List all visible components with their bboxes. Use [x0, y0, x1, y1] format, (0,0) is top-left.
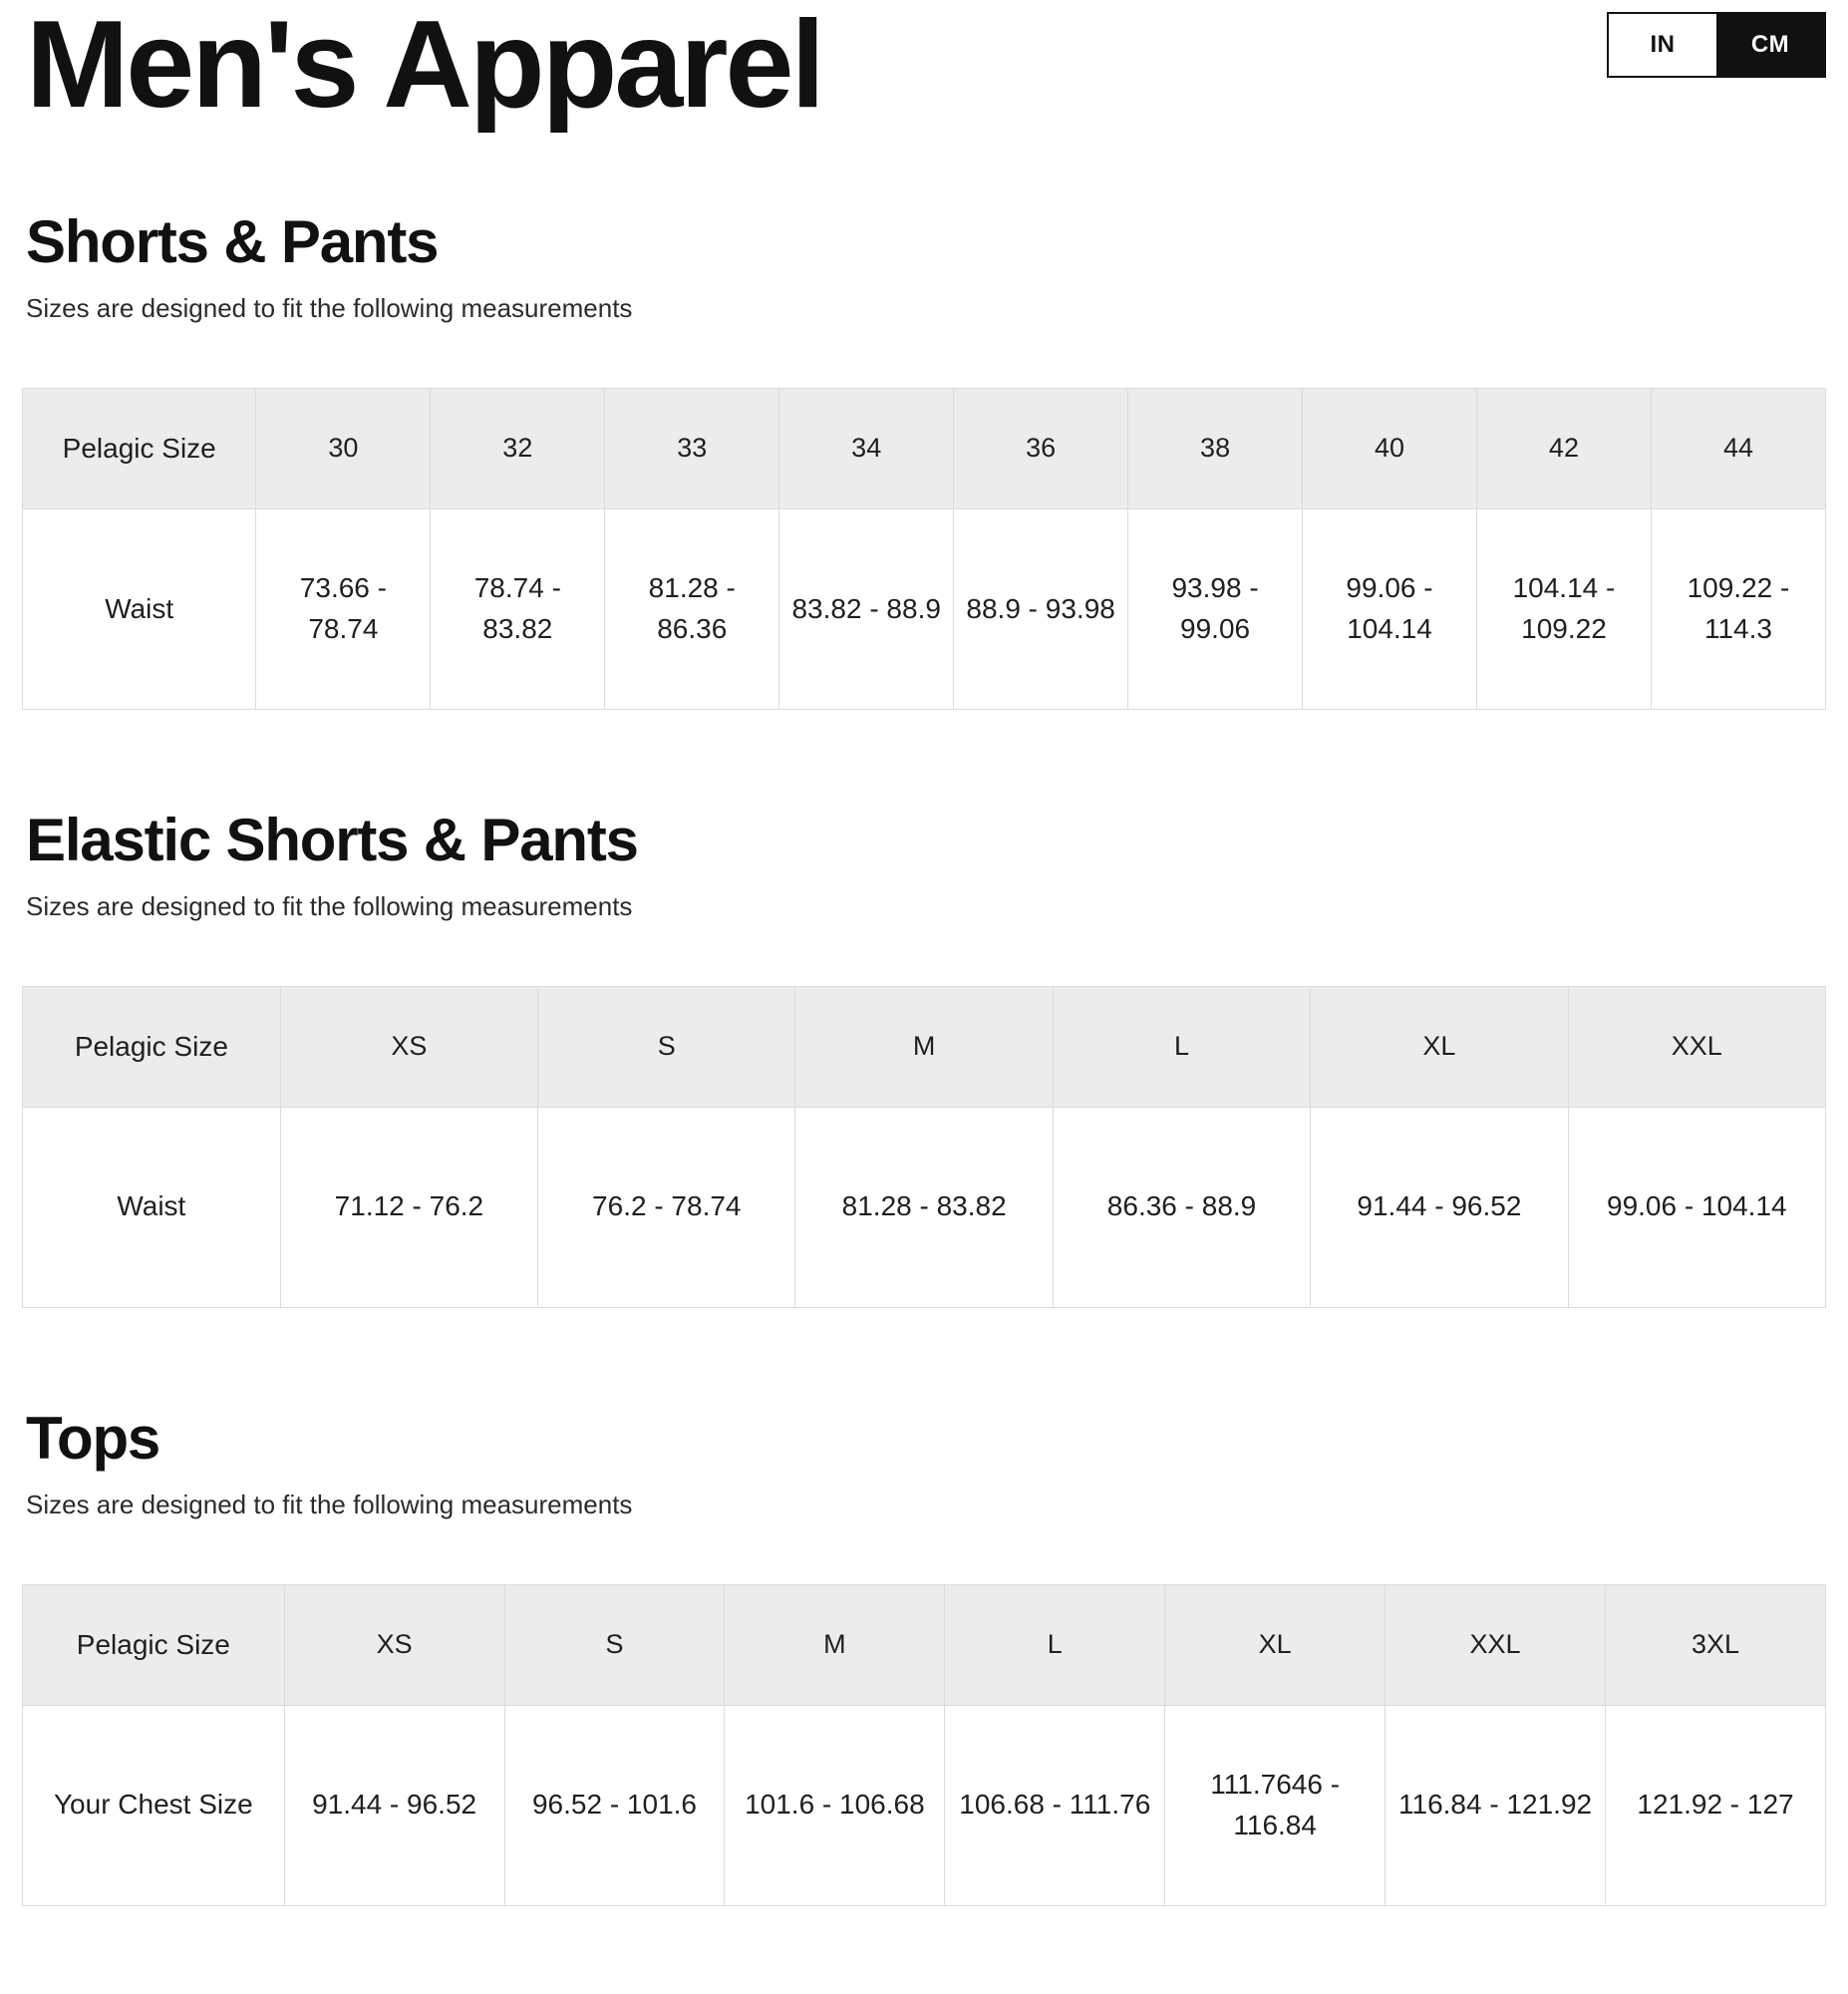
column-header-44: 44	[1651, 388, 1825, 508]
section-title: Elastic Shorts & Pants	[26, 806, 638, 873]
table-cell: 76.2 - 78.74	[538, 1107, 795, 1307]
table-cell: 116.84 - 121.92	[1386, 1705, 1606, 1905]
table-cell: 106.68 - 111.76	[945, 1705, 1165, 1905]
column-header-xs: XS	[280, 986, 537, 1107]
table-cell: 111.7646 - 116.84	[1165, 1705, 1386, 1905]
column-header-30: 30	[256, 388, 431, 508]
table-cell: 73.66 - 78.74	[256, 508, 431, 709]
unit-toggle[interactable]	[1607, 12, 1826, 78]
spacer	[22, 1308, 1826, 1404]
column-header-size-label: Pelagic Size	[23, 1584, 285, 1705]
column-header-42: 42	[1476, 388, 1651, 508]
table-cell: 83.82 - 88.9	[779, 508, 954, 709]
column-header-xxl: XXL	[1568, 986, 1825, 1107]
table-cell: 81.28 - 83.82	[795, 1107, 1053, 1307]
table-row	[23, 1107, 1826, 1307]
size-table-shorts-and-pants	[22, 388, 1826, 710]
section-subtitle: Sizes are designed to fit the following measurements	[26, 890, 633, 921]
column-header-size-label: Pelagic Size	[23, 388, 256, 508]
column-header-m: M	[795, 986, 1053, 1107]
row-label-waist: Waist	[23, 1107, 281, 1307]
table-cell: 121.92 - 127	[1606, 1705, 1826, 1905]
table-cell: 81.28 - 86.36	[605, 508, 779, 709]
table-cell: 99.06 - 104.14	[1303, 508, 1477, 709]
column-header-xs: XS	[284, 1584, 504, 1705]
column-header-m: M	[725, 1584, 945, 1705]
section-tops	[22, 1404, 1826, 1906]
table-row	[23, 1705, 1826, 1905]
table-row	[23, 508, 1826, 709]
spacer	[22, 924, 1826, 986]
section-title: Shorts & Pants	[26, 208, 439, 276]
table-cell: 101.6 - 106.68	[725, 1705, 945, 1905]
spacer	[22, 710, 1826, 806]
spacer	[22, 326, 1826, 388]
table-cell: 71.12 - 76.2	[280, 1107, 537, 1307]
column-header-s: S	[504, 1584, 725, 1705]
column-header-l: L	[945, 1584, 1165, 1705]
table-cell: 104.14 - 109.22	[1476, 508, 1651, 709]
column-header-38: 38	[1128, 388, 1303, 508]
section-title: Tops	[26, 1404, 160, 1472]
unit-option-cm[interactable]: CM	[1716, 14, 1824, 76]
column-header-xxl: XXL	[1386, 1584, 1606, 1705]
column-header-33: 33	[605, 388, 779, 508]
size-table-elastic-shorts-and-pants	[22, 986, 1826, 1308]
table-cell: 109.22 - 114.3	[1651, 508, 1825, 709]
page-title: Men's Apparel	[26, 0, 822, 134]
spacer	[22, 1522, 1826, 1584]
size-table-tops	[22, 1584, 1826, 1906]
section-subtitle: Sizes are designed to fit the following measurements	[26, 1489, 633, 1519]
table-header-row	[23, 388, 1826, 508]
column-header-size-label: Pelagic Size	[23, 986, 281, 1107]
section-shorts-and-pants	[22, 207, 1826, 710]
table-cell: 78.74 - 83.82	[431, 508, 605, 709]
column-header-s: S	[538, 986, 795, 1107]
column-header-l: L	[1053, 986, 1310, 1107]
row-label-waist: Waist	[23, 508, 256, 709]
column-header-34: 34	[779, 388, 954, 508]
column-header-xl: XL	[1165, 1584, 1386, 1705]
column-header-40: 40	[1303, 388, 1477, 508]
section-elastic-shorts-and-pants	[22, 806, 1826, 1308]
unit-option-in[interactable]: IN	[1609, 14, 1716, 76]
table-cell: 96.52 - 101.6	[504, 1705, 725, 1905]
table-cell: 86.36 - 88.9	[1053, 1107, 1310, 1307]
table-cell: 91.44 - 96.52	[284, 1705, 504, 1905]
column-header-32: 32	[431, 388, 605, 508]
table-cell: 91.44 - 96.52	[1311, 1107, 1568, 1307]
table-header-row	[23, 986, 1826, 1107]
table-cell: 93.98 - 99.06	[1128, 508, 1303, 709]
column-header-3xl: 3XL	[1606, 1584, 1826, 1705]
column-header-36: 36	[954, 388, 1128, 508]
table-cell: 88.9 - 93.98	[954, 508, 1128, 709]
column-header-xl: XL	[1311, 986, 1568, 1107]
section-subtitle: Sizes are designed to fit the following measurements	[26, 293, 633, 324]
table-cell: 99.06 - 104.14	[1568, 1107, 1825, 1307]
row-label-your-chest-size: Your Chest Size	[23, 1705, 285, 1905]
table-header-row	[23, 1584, 1826, 1705]
spacer	[22, 130, 1826, 207]
